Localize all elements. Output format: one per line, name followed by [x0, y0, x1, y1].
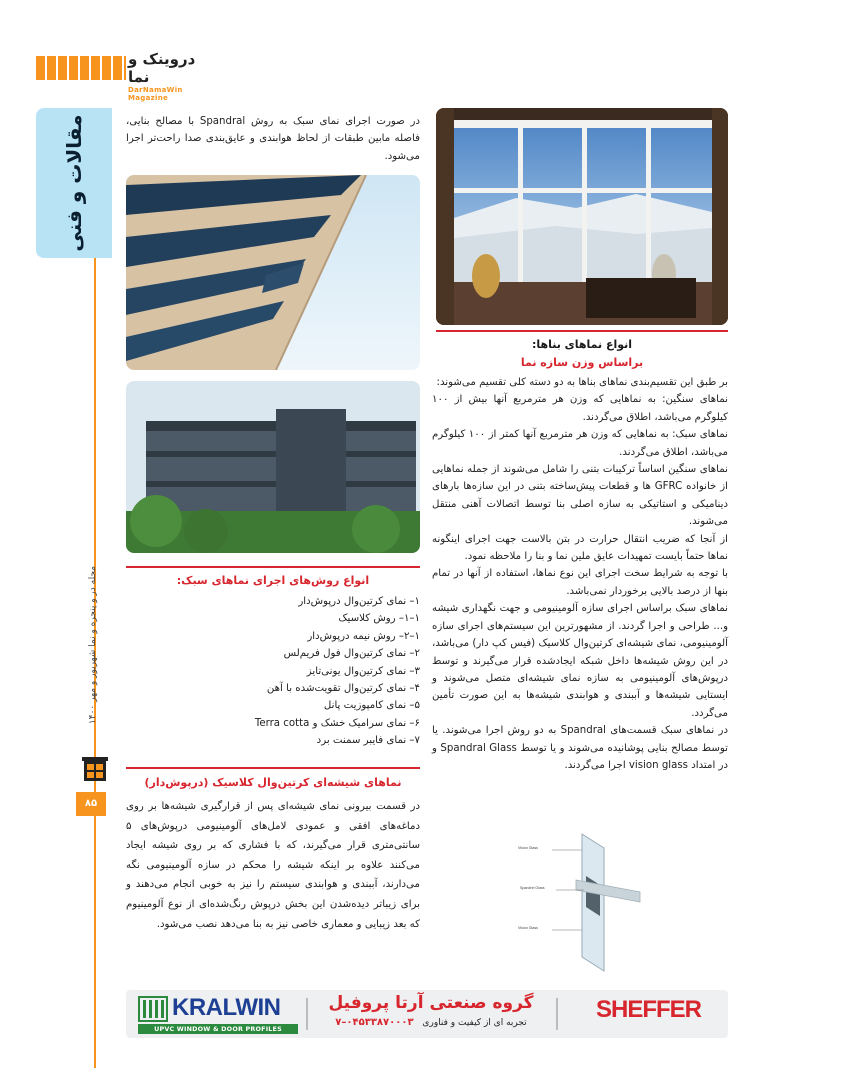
methods-item: ۱–۱– روش کلاسیک [338, 613, 420, 625]
company-info [316, 992, 546, 1036]
methods-item: ۷– نمای فایبر سمنت برد [316, 735, 420, 747]
logo-persian: دروینک و نما [128, 50, 196, 86]
company-slogan: تجربه ای از کیفیت و فناوری [422, 1018, 527, 1028]
spandral-intro: در صورت اجرای نمای سبک به روش Spandral با مصالح بنایی، فاصله مابین طبقات از لحاظ هوابندی و عایق‌بندی صدا راحت‌تر اجرا می‌شود. [126, 116, 420, 162]
methods-title: انواع روش‌های اجرای نماهای سبک: [176, 574, 370, 587]
header-stripe [36, 56, 126, 80]
types-paragraph: نماهای سنگین اساساً ترکیبات بتنی را شامل می‌شوند از جمله نماهایی از خانواده GFRC ها و قطعات پیش‌ساخته بتنی در این سازه‌ها بارهای دینامیکی و استاتیکی به سازه اصلی بنا توسط اتصالات آهنی منتقل می‌شوند. [432, 464, 728, 528]
types-body [432, 374, 728, 774]
sheffer-name: SHEFFER [596, 996, 702, 1023]
diagram-label: Vision Glass [518, 846, 538, 850]
company-phone: ۰۴۵۳۳۸۷۰۰۰۳–۷ [335, 1017, 414, 1028]
types-rule [436, 330, 728, 332]
methods-item: ۳– نمای کرتین‌وال یونی‌تایز [306, 665, 420, 677]
company-contact-row [316, 1014, 546, 1032]
methods-item: ۱– نمای کرتین‌وال درپوش‌دار [298, 596, 420, 607]
kralwin-logo [138, 994, 298, 1034]
types-paragraph: نماهای سبک: به نماهایی که وزن هر مترمربع آنها کمتر از ۱۰۰ کیلوگرم می‌باشد، اطلاق می‌گردند. [432, 429, 728, 458]
spandrel-glass-diagram [518, 830, 648, 975]
types-paragraph: با توجه به شرایط سخت اجرای این نوع نماها، استفاده از آنها در تمام بنها از درصد بالایی برخوردار نمی‌باشد. [432, 568, 728, 597]
methods-item: ۲– نمای کرتین‌وال فول فریم‌لس [283, 648, 420, 660]
types-paragraph: بر طبق این تقسیم‌بندی نماهای بناها به دو دسته کلی تقسیم می‌شوند: [436, 377, 728, 388]
window-frame-icon [138, 996, 168, 1022]
classic-paragraph: در قسمت بیرونی نمای شیشه‌ای پس از قرارگیری شیشه‌ها بر روی دماغه‌های افقی و عمودی لامل‌های آلومینیومی درپوش‌های ۵ سانتی‌متری قرار می‌گیرند، که با فشاری که بر روی شیشه ایجاد می‌کنند علاوه بر اینکه شیشه را محکم در سازه آلومینیومی نگه می‌دارند، آببندی و هوابندی سیستم را نیز به خوبی انجام می‌دهند و برای زیباتر دیده‌شدن این بخش درپوش رنگ‌شده‌ای از نوع آلومینیوم که بعد زیبایی و معماری خاصی نیز به بنا می‌دهد نصب می‌شود. [126, 801, 420, 930]
methods-list [126, 593, 420, 750]
types-paragraph: نماهای سبک براساس اجرای سازه آلومینیومی و جهت نگهداری شیشه و... طراحی و اجرا گردند. از مشهورترین این سیستم‌های اجرای سازه آلومینیومی، نمای شیشه‌ای کرتین‌وال کلاسیک (فیس کپ دار) می‌باشد، در این روش شیشه‌ها داخل شبکه ایجاد‌شده قرار می‌گیرند و توسط درپوش‌های آلومینیومی به سازه نمای شیشه‌ای متصل می‌شوند و ایستایی شیشه‌ها و آببندی و هوابندی شیشه‌ها به این صورت تأمین می‌گردد. [432, 603, 728, 719]
diagram-label: Vision Glass [518, 926, 538, 930]
types-title: انواع نماهای بناها: [531, 338, 633, 351]
page-number: ۸۵ [76, 792, 106, 816]
photo-window-mountain-view [436, 108, 728, 325]
classic-title: نماهای شیشه‌ای کرتین‌وال کلاسیک (درپوش‌دار) [144, 776, 402, 789]
footer-advertisement[interactable] [126, 990, 728, 1038]
side-vertical-text: مجله در و پنجره و نما شهریور و مهر ۱۴۰۰ [88, 565, 98, 725]
footer-divider [306, 998, 308, 1030]
kralwin-tagline: UPVC WINDOW & DOOR PROFILES [138, 1024, 298, 1034]
logo-english: DarNamaWin Magazine [128, 86, 183, 102]
company-title: گروه صنعتی آرتا پروفیل [328, 993, 534, 1013]
types-paragraph: از آنجا که ضریب انتقال حرارت در بتن بالاست جهت اجرای اینگونه نماها حتماً بایست تمهیدات عایق ملین نما و بنا را ملاحظه نمود. [432, 533, 728, 563]
section-tab-label: مقالات و فنی [62, 114, 86, 252]
kralwin-name: KRALWIN [172, 994, 281, 1021]
diagram-label: Spandrel Glass [520, 886, 545, 890]
methods-item: ۵– نمای کامپوزیت پانل [323, 700, 420, 712]
methods-rule [126, 566, 420, 568]
types-paragraph: در نماهای سبک قسمت‌های Spandral به دو روش اجرا می‌شوند. یا توسط مصالح بنایی پوشانیده می‌شوند و یا توسط Spandral Glass و در امتداد vision glass اجرا می‌گردند. [432, 725, 729, 771]
methods-item: ۶– نمای سرامیک خشک و Terra cotta [254, 717, 420, 729]
methods-item: ۱–۲– روش نیمه درپوش‌دار [307, 630, 420, 642]
section-tab [36, 108, 112, 258]
types-subtitle: براساس وزن سازه نما [520, 356, 644, 369]
methods-item: ۴– نمای کرتین‌وال تقویت‌شده با آهن [266, 683, 420, 695]
types-paragraph: نماهای سنگین: به نماهایی که وزن هر مترمربع آنها بیش از ۱۰۰ کیلوگرم می‌باشد، اطلاق می‌گردند. [432, 394, 728, 423]
photo-building-facade-2 [126, 381, 420, 553]
classic-rule [126, 767, 420, 769]
side-vertical-caption [78, 555, 108, 735]
footer-divider [556, 998, 558, 1030]
sheffer-logo [596, 996, 702, 1032]
magazine-logo [128, 50, 218, 102]
photo-building-facade-1 [126, 175, 420, 370]
window-icon [82, 755, 108, 785]
